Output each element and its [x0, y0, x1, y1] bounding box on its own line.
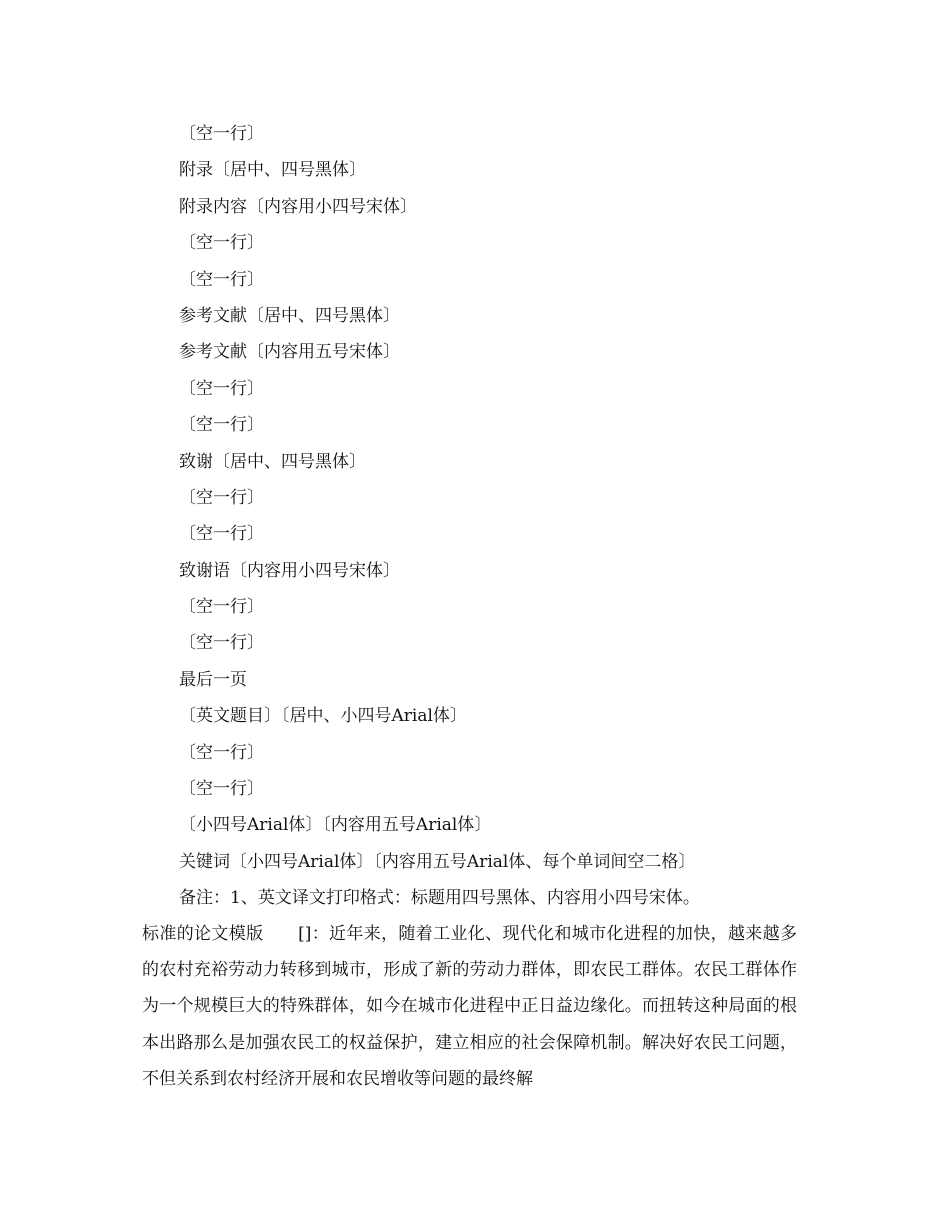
format-line: 致谢语〔内容用小四号宋体〕 — [179, 560, 400, 581]
format-line: 附录内容〔内容用小四号宋体〕 — [179, 196, 417, 217]
format-line: 〔空一行〕 — [179, 487, 264, 508]
format-line: 〔空一行〕 — [179, 233, 264, 254]
body-paragraph: 标准的论文模版 []：近年来，随着工业化、现代化和城市化进程的加快，越来越多的农村充裕劳动力转移到城市，形成了新的劳动力群体，即农民工群体。农民工群体作为一个规模巨大的特殊群体，如今在城市化进程中正日益边缘化。而扭转这种局面的根本出路那么是加强农民工的权益保护，建立相应的社会保障机制。解决好农民工问题，不但关系到农村经济开展和农民增收等问题的最终解 — [142, 924, 797, 1089]
format-line: 〔空一行〕 — [179, 124, 264, 144]
format-line: 参考文献〔内容用五号宋体〕 — [179, 342, 400, 363]
format-line: 〔空一行〕 — [179, 597, 264, 618]
format-line: 〔空一行〕 — [179, 269, 264, 290]
format-line: 附录〔居中、四号黑体〕 — [179, 160, 366, 181]
format-line: 〔空一行〕 — [179, 524, 264, 545]
format-line: 致谢〔居中、四号黑体〕 — [179, 451, 366, 472]
format-line: 〔空一行〕 — [179, 415, 264, 436]
format-line: 〔空一行〕 — [179, 779, 264, 800]
format-line: 〔空一行〕 — [179, 633, 264, 654]
format-line: 〔空一行〕 — [179, 742, 264, 763]
format-line: 〔英文题目〕〔居中、小四号Arial体〕 — [179, 706, 467, 727]
format-line: 最后一页 — [179, 669, 247, 690]
format-lines — [179, 116, 879, 880]
format-line: 参考文献〔居中、四号黑体〕 — [179, 305, 400, 326]
format-line: 〔空一行〕 — [179, 378, 264, 399]
format-line: 关键词〔小四号Arial体〕〔内容用五号Arial体、每个单词间空二格〕 — [179, 851, 696, 872]
remark-note: 备注：1、英文译文打印格式：标题用四号黑体、内容用小四号宋体。 — [179, 888, 700, 908]
format-line: 〔小四号Arial体〕〔内容用五号Arial体〕 — [179, 815, 492, 836]
